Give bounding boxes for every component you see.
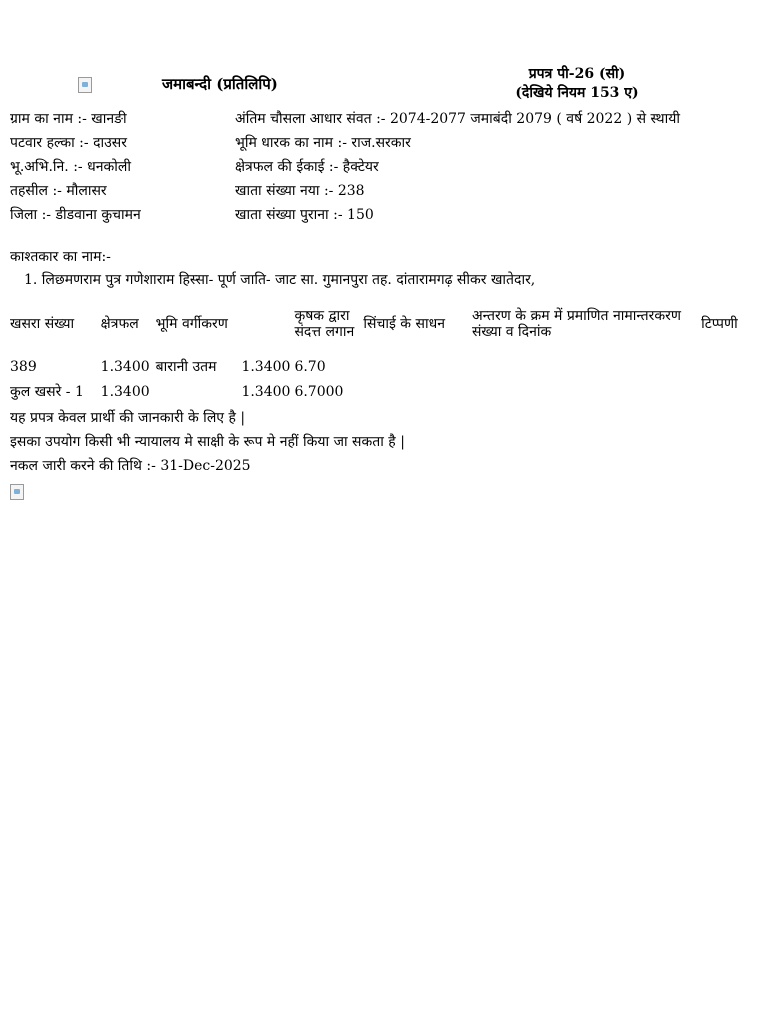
- cell-mutation: [470, 354, 699, 379]
- table-row: [8, 354, 756, 379]
- bhu-abhi-ni: भू.अभि.नि. :- धनकोली: [10, 159, 131, 175]
- info-only-note: यह प्रपत्र केवल प्रार्थी की जानकारी के लिए है |: [10, 410, 246, 426]
- village-name: ग्राम का नाम :- खानङी: [10, 111, 127, 127]
- cultivator-heading: काश्तकार का नाम:-: [10, 249, 111, 265]
- land-holder-name: भूमि धारक का नाम :- राज.सरकार: [235, 135, 411, 151]
- form-number: प्रपत्र पी-26 (सी): [528, 66, 626, 82]
- cell-rent: 6.7000: [294, 383, 344, 400]
- header-area: क्षेत्रफल: [100, 316, 139, 332]
- header-remarks: टिप्पणी: [701, 316, 738, 332]
- cultivator-entry: 1. लिछमणराम पुत्र गणेशाराम हिस्सा- पूर्ण जाति- जाट सा. गुमानपुरा तह. दांतारामगढ़ सीकर खातेदार,: [24, 272, 536, 288]
- footer-image-icon: [10, 484, 24, 500]
- khata-number-new: खाता संख्या नया :- 238: [235, 183, 365, 199]
- header-land-class: भूमि वर्गीकरण: [155, 316, 228, 332]
- table-header-row: [8, 294, 756, 354]
- cell-land-class: [154, 379, 240, 404]
- cell-irrigation: [361, 379, 470, 404]
- cell-class-area: 1.3400: [241, 383, 291, 400]
- cell-class-area: 1.3400: [241, 358, 291, 375]
- patwar-halka: पटवार हल्का :- दाउसर: [10, 135, 127, 151]
- cell-remarks: [699, 354, 756, 379]
- area-unit: क्षेत्रफल की ईकाई :- हैक्टेयर: [235, 159, 379, 175]
- tehsil-name: तहसील :- मौलासर: [10, 183, 107, 199]
- cell-remarks: [699, 379, 756, 404]
- header-rent: कृषक द्वारा संदत्त लगान: [294, 308, 355, 340]
- cell-mutation: [470, 379, 699, 404]
- khasra-table: [8, 294, 756, 404]
- cell-rent: 6.70: [294, 358, 326, 375]
- logo-image-icon: [78, 77, 92, 93]
- header-khasra: खसरा संख्या: [10, 316, 75, 332]
- court-disclaimer-note: इसका उपयोग किसी भी न्यायालय मे साक्षी के रूप मे नहीं किया जा सकता है |: [10, 434, 405, 450]
- cell-area: 1.3400: [100, 383, 150, 400]
- cell-land-class: बारानी उतम: [155, 358, 217, 375]
- table-row-total: [8, 379, 756, 404]
- header-mutation: अन्तरण के क्रम में प्रमाणित नामान्तरकरण संख्या व दिनांक: [471, 308, 681, 340]
- settlement-basis: अंतिम चौसला आधार संवत :- 2074-2077 जमाबंदी 2079 ( वर्ष 2022 ) से स्थायी: [235, 111, 681, 127]
- cell-khasra: 389: [10, 358, 37, 375]
- document-title: जमाबन्दी (प्रतिलिपि): [162, 75, 278, 93]
- rule-reference: (देखिये नियम 153 ए): [515, 85, 639, 101]
- header-irrigation: सिंचाई के साधन: [363, 316, 445, 332]
- khata-number-old: खाता संख्या पुराना :- 150: [235, 207, 374, 223]
- header-class-area: [239, 294, 292, 354]
- district-name: जिला :- डीडवाना कुचामन: [10, 207, 141, 223]
- issue-date: नकल जारी करने की तिथि :- 31-Dec-2025: [10, 458, 251, 474]
- cell-khasra: कुल खसरे - 1: [10, 383, 84, 400]
- cell-irrigation: [361, 354, 470, 379]
- cell-area: 1.3400: [100, 358, 150, 375]
- form-reference: [452, 65, 702, 103]
